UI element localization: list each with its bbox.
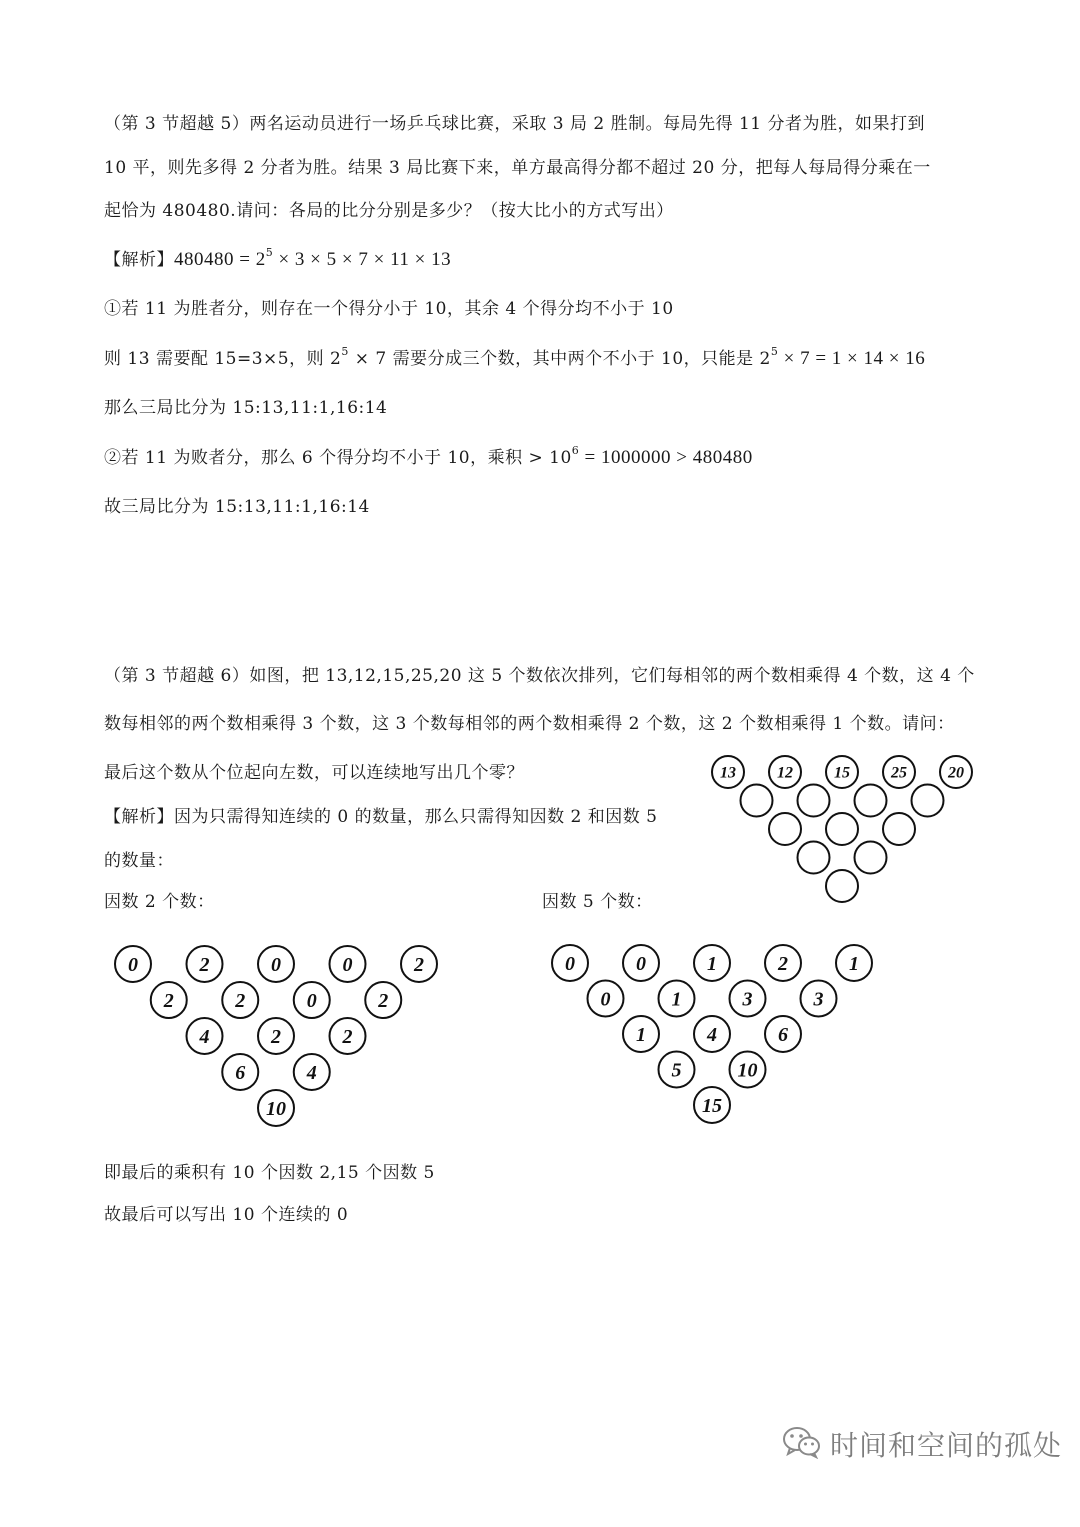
case2-a: ②若 11 为败者分，那么 6 个得分均不小于 10，乘积 > 10 [104,448,572,468]
node-value: 1 [671,988,682,1011]
triangle-node [826,870,858,902]
problem6-analysis-line1: 【解析】因为只需得知连续的 0 的数量，那么只需得知因数 2 和因数 5 [104,807,658,827]
node-value: 20 [948,764,964,782]
triangle-node [659,981,695,1017]
triangle-node [801,981,837,1017]
triangle-node [765,945,801,981]
node-circle [855,785,887,817]
triangle-node [330,1018,366,1054]
triangle-node [187,946,223,982]
node-value: 0 [565,953,575,975]
node-value: 2 [271,1026,281,1048]
factor2-triangle-diagram [111,942,441,1134]
problem5-case1-detail [104,345,926,370]
triangle-node [855,785,887,817]
triangle-node [836,945,872,981]
triangle-node [294,982,330,1018]
node-value: 25 [891,764,907,782]
triangle-node [826,756,858,788]
problem5-statement-line2: 10 平，则先多得 2 分者为胜。结果 3 局比赛下来，单方最高得分都不超过 20 分，把每人每局得分乘在一 [104,158,931,178]
triangle-node [912,785,944,817]
node-value: 2 [199,954,210,976]
node-value: 2 [778,953,788,975]
node-value: 12 [777,764,793,782]
triangle-node [365,982,401,1018]
node-circle [798,785,830,817]
node-circle [769,813,801,845]
triangle-node [769,756,801,788]
problem6-analysis-line2: 的数量： [104,851,174,871]
node-value: 0 [636,953,646,975]
triangle-node [151,982,187,1018]
node-value: 15 [834,764,850,782]
triangle-node [222,982,258,1018]
analysis-label: 【解析】 [104,250,174,270]
triangle-node [712,756,744,788]
triangle-node [730,1052,766,1088]
triangle-node [552,945,588,981]
triangle-node [883,813,915,845]
triangle-node [694,1016,730,1052]
problem5-statement-line1: （第 3 节超越 5）两名运动员进行一场乒乓球比赛，采取 3 局 2 胜制。每局先得 11 分者为胜，如果打到 [104,114,926,134]
triangle-node [855,842,887,874]
case1-exponent-2: 5 [770,345,779,358]
node-value: 4 [306,1062,317,1084]
node-value: 2 [163,990,174,1012]
node-value: 3 [742,988,753,1011]
node-value: 6 [235,1062,246,1084]
triangle-node [694,945,730,981]
triangle-node [588,981,624,1017]
triangle-node [826,813,858,845]
node-value: 3 [813,988,824,1011]
node-value: 1 [849,953,859,975]
triangle-node [694,1087,730,1123]
case2-exponent: 6 [571,444,580,457]
number-triangle-diagram [708,752,976,910]
case2-b: = 1000000 > 480480 [579,447,753,468]
problem6-conclusion-line2: 故最后可以写出 10 个连续的 0 [104,1205,349,1225]
problem6-conclusion-line1: 即最后的乘积有 10 个因数 2,15 个因数 5 [104,1163,435,1183]
problem5-case1: ①若 11 为胜者分，则存在一个得分小于 10，其余 4 个得分均不小于 10 [104,299,674,319]
triangle-node [623,945,659,981]
problem5-factorization [104,246,452,271]
node-value: 10 [737,1059,758,1082]
node-value: 4 [707,1024,717,1046]
node-value: 2 [414,954,424,976]
factor5-label: 因数 5 个数： [542,892,653,912]
triangle-node [765,1016,801,1052]
case1-detail-b: × 7 需要分成三个数，其中两个不小于 10，只能是 2 [348,349,771,369]
node-value: 0 [271,954,281,976]
wechat-icon [782,1425,822,1463]
node-value: 0 [600,988,611,1011]
triangle-node [769,813,801,845]
triangle-node [623,1016,659,1052]
problem5-case2 [104,444,753,469]
case1-detail-c: × 7 = 1 × 14 × 16 [778,348,926,369]
factor-lhs: 480480 = 2 [174,249,266,270]
factor2-label: 因数 2 个数： [104,892,215,912]
case1-exponent-1: 5 [341,345,349,358]
problem6-statement-line3: 最后这个数从个位起向左数，可以连续地写出几个零？ [104,763,524,783]
node-value: 15 [702,1095,722,1117]
node-value: 1 [707,953,717,975]
triangle-node [401,946,437,982]
factor-exponent: 5 [265,246,274,259]
node-circle [741,785,773,817]
node-circle [826,813,858,845]
factor5-triangle-diagram [548,941,876,1131]
node-value: 13 [720,764,736,782]
triangle-node [883,756,915,788]
node-value: 0 [342,954,353,976]
triangle-node [258,1090,294,1126]
node-circle [883,813,915,845]
node-circle [798,842,830,874]
triangle-node [798,785,830,817]
node-circle [912,785,944,817]
triangle-node [258,946,294,982]
triangle-node [187,1018,223,1054]
node-value: 2 [342,1026,353,1048]
triangle-node [222,1054,258,1090]
problem5-case1-result: 那么三局比分为 15:13,11:1,16:14 [104,398,388,418]
node-value: 10 [266,1098,286,1120]
problem6-statement-line1: （第 3 节超越 6）如图，把 13,12,15,25,20 这 5 个数依次排列，它们每相邻的两个数相乘得 4 个数，这 4 个 [104,666,975,686]
factor-rhs: × 3 × 5 × 7 × 11 × 13 [273,249,452,270]
node-value: 1 [636,1024,646,1046]
node-circle [826,870,858,902]
problem5-statement-line3: 起恰为 480480.请问：各局的比分分别是多少？（按大比小的方式写出） [104,201,674,221]
node-value: 0 [128,954,138,976]
watermark [782,1424,1062,1464]
triangle-node [294,1054,330,1090]
triangle-node [940,756,972,788]
node-value: 5 [671,1059,682,1082]
node-value: 2 [235,990,246,1012]
triangle-node [730,981,766,1017]
triangle-node [258,1018,294,1054]
triangle-node [659,1052,695,1088]
problem5-conclusion: 故三局比分为 15:13,11:1,16:14 [104,497,370,517]
watermark-text: 时间和空间的孤处 [830,1429,1063,1462]
node-circle [855,842,887,874]
node-value: 0 [306,990,317,1012]
problem6-statement-line2: 数每相邻的两个数相乘得 3 个数，这 3 个数每相邻的两个数相乘得 2 个数，这 2 个数相乘得 1 个数。请问： [104,714,955,734]
node-value: 2 [378,990,389,1012]
node-value: 6 [778,1024,788,1046]
triangle-node [330,946,366,982]
triangle-node [115,946,151,982]
node-value: 4 [199,1026,210,1048]
case1-detail-a: 则 13 需要配 15=3×5，则 2 [104,349,342,369]
triangle-node [798,842,830,874]
triangle-node [741,785,773,817]
